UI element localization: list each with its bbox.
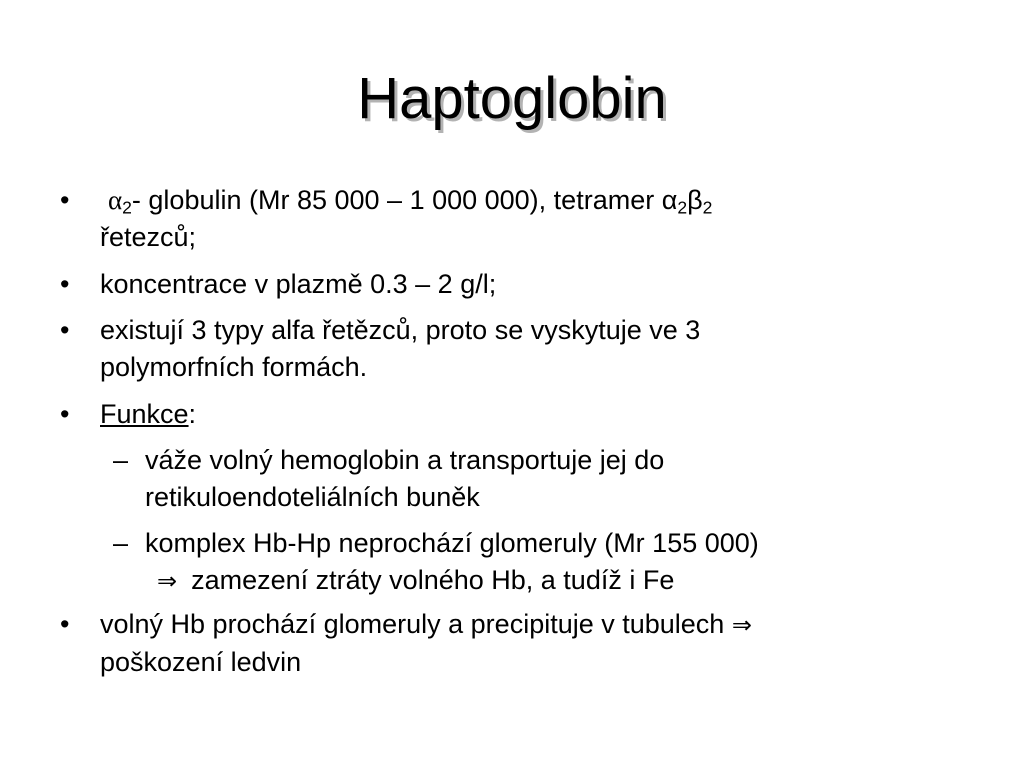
list-item-concentration xyxy=(100,266,960,303)
bullet-marker: • xyxy=(60,185,70,215)
bullet-marker: • xyxy=(60,315,70,345)
list-item-function xyxy=(100,396,960,433)
list-item-free-hb xyxy=(100,606,960,681)
types-text-line2: polymorfních formách. xyxy=(100,352,368,382)
bullet-marker: • xyxy=(60,269,70,299)
dash-marker: – xyxy=(113,445,129,475)
free-hb-text-line2: poškození ledvin xyxy=(100,647,302,677)
beta-symbol: β xyxy=(687,185,703,215)
sub-item-binds-hemoglobin xyxy=(145,442,945,516)
slide-title: Haptoglobin xyxy=(357,66,667,131)
list-item-globulin xyxy=(100,182,960,256)
tetramer-beta-subscript: 2 xyxy=(702,197,713,218)
tetramer-alpha-subscript: 2 xyxy=(677,197,688,218)
sub-item-complex xyxy=(145,525,945,600)
complex-text-line2: zamezení ztráty volného Hb, a tudíž i Fe xyxy=(191,565,675,595)
globulin-text-line2: řetezců; xyxy=(100,222,197,252)
binds-text-line2: retikuloendoteliálních buněk xyxy=(145,482,480,512)
bullet-marker: • xyxy=(60,399,70,429)
function-label: Funkce xyxy=(100,399,189,429)
globulin-text: - globulin (Mr 85 000 – 1 000 000), tetramer α xyxy=(131,185,678,215)
implies-arrow-icon: ⇒ xyxy=(731,611,752,639)
types-text-line1: existují 3 typy alfa řetězců, proto se vyskytuje ve 3 xyxy=(100,315,701,345)
implies-arrow-icon: ⇒ xyxy=(157,567,178,595)
binds-text-line1: váže volný hemoglobin a transportuje jej do xyxy=(145,445,665,475)
bullet-marker: • xyxy=(60,609,70,639)
list-item-types xyxy=(100,312,960,386)
free-hb-text-line1: volný Hb prochází glomeruly a precipituje v tubulech xyxy=(100,609,725,639)
alpha-subscript: 2 xyxy=(122,197,132,218)
dash-marker: – xyxy=(113,528,129,558)
complex-text-line1: komplex Hb-Hp neprochází glomeruly (Mr 155 000) xyxy=(145,528,759,558)
alpha-symbol: α xyxy=(108,185,123,215)
function-colon: : xyxy=(188,399,197,429)
concentration-text: koncentrace v plazmě 0.3 – 2 g/l; xyxy=(100,269,497,299)
